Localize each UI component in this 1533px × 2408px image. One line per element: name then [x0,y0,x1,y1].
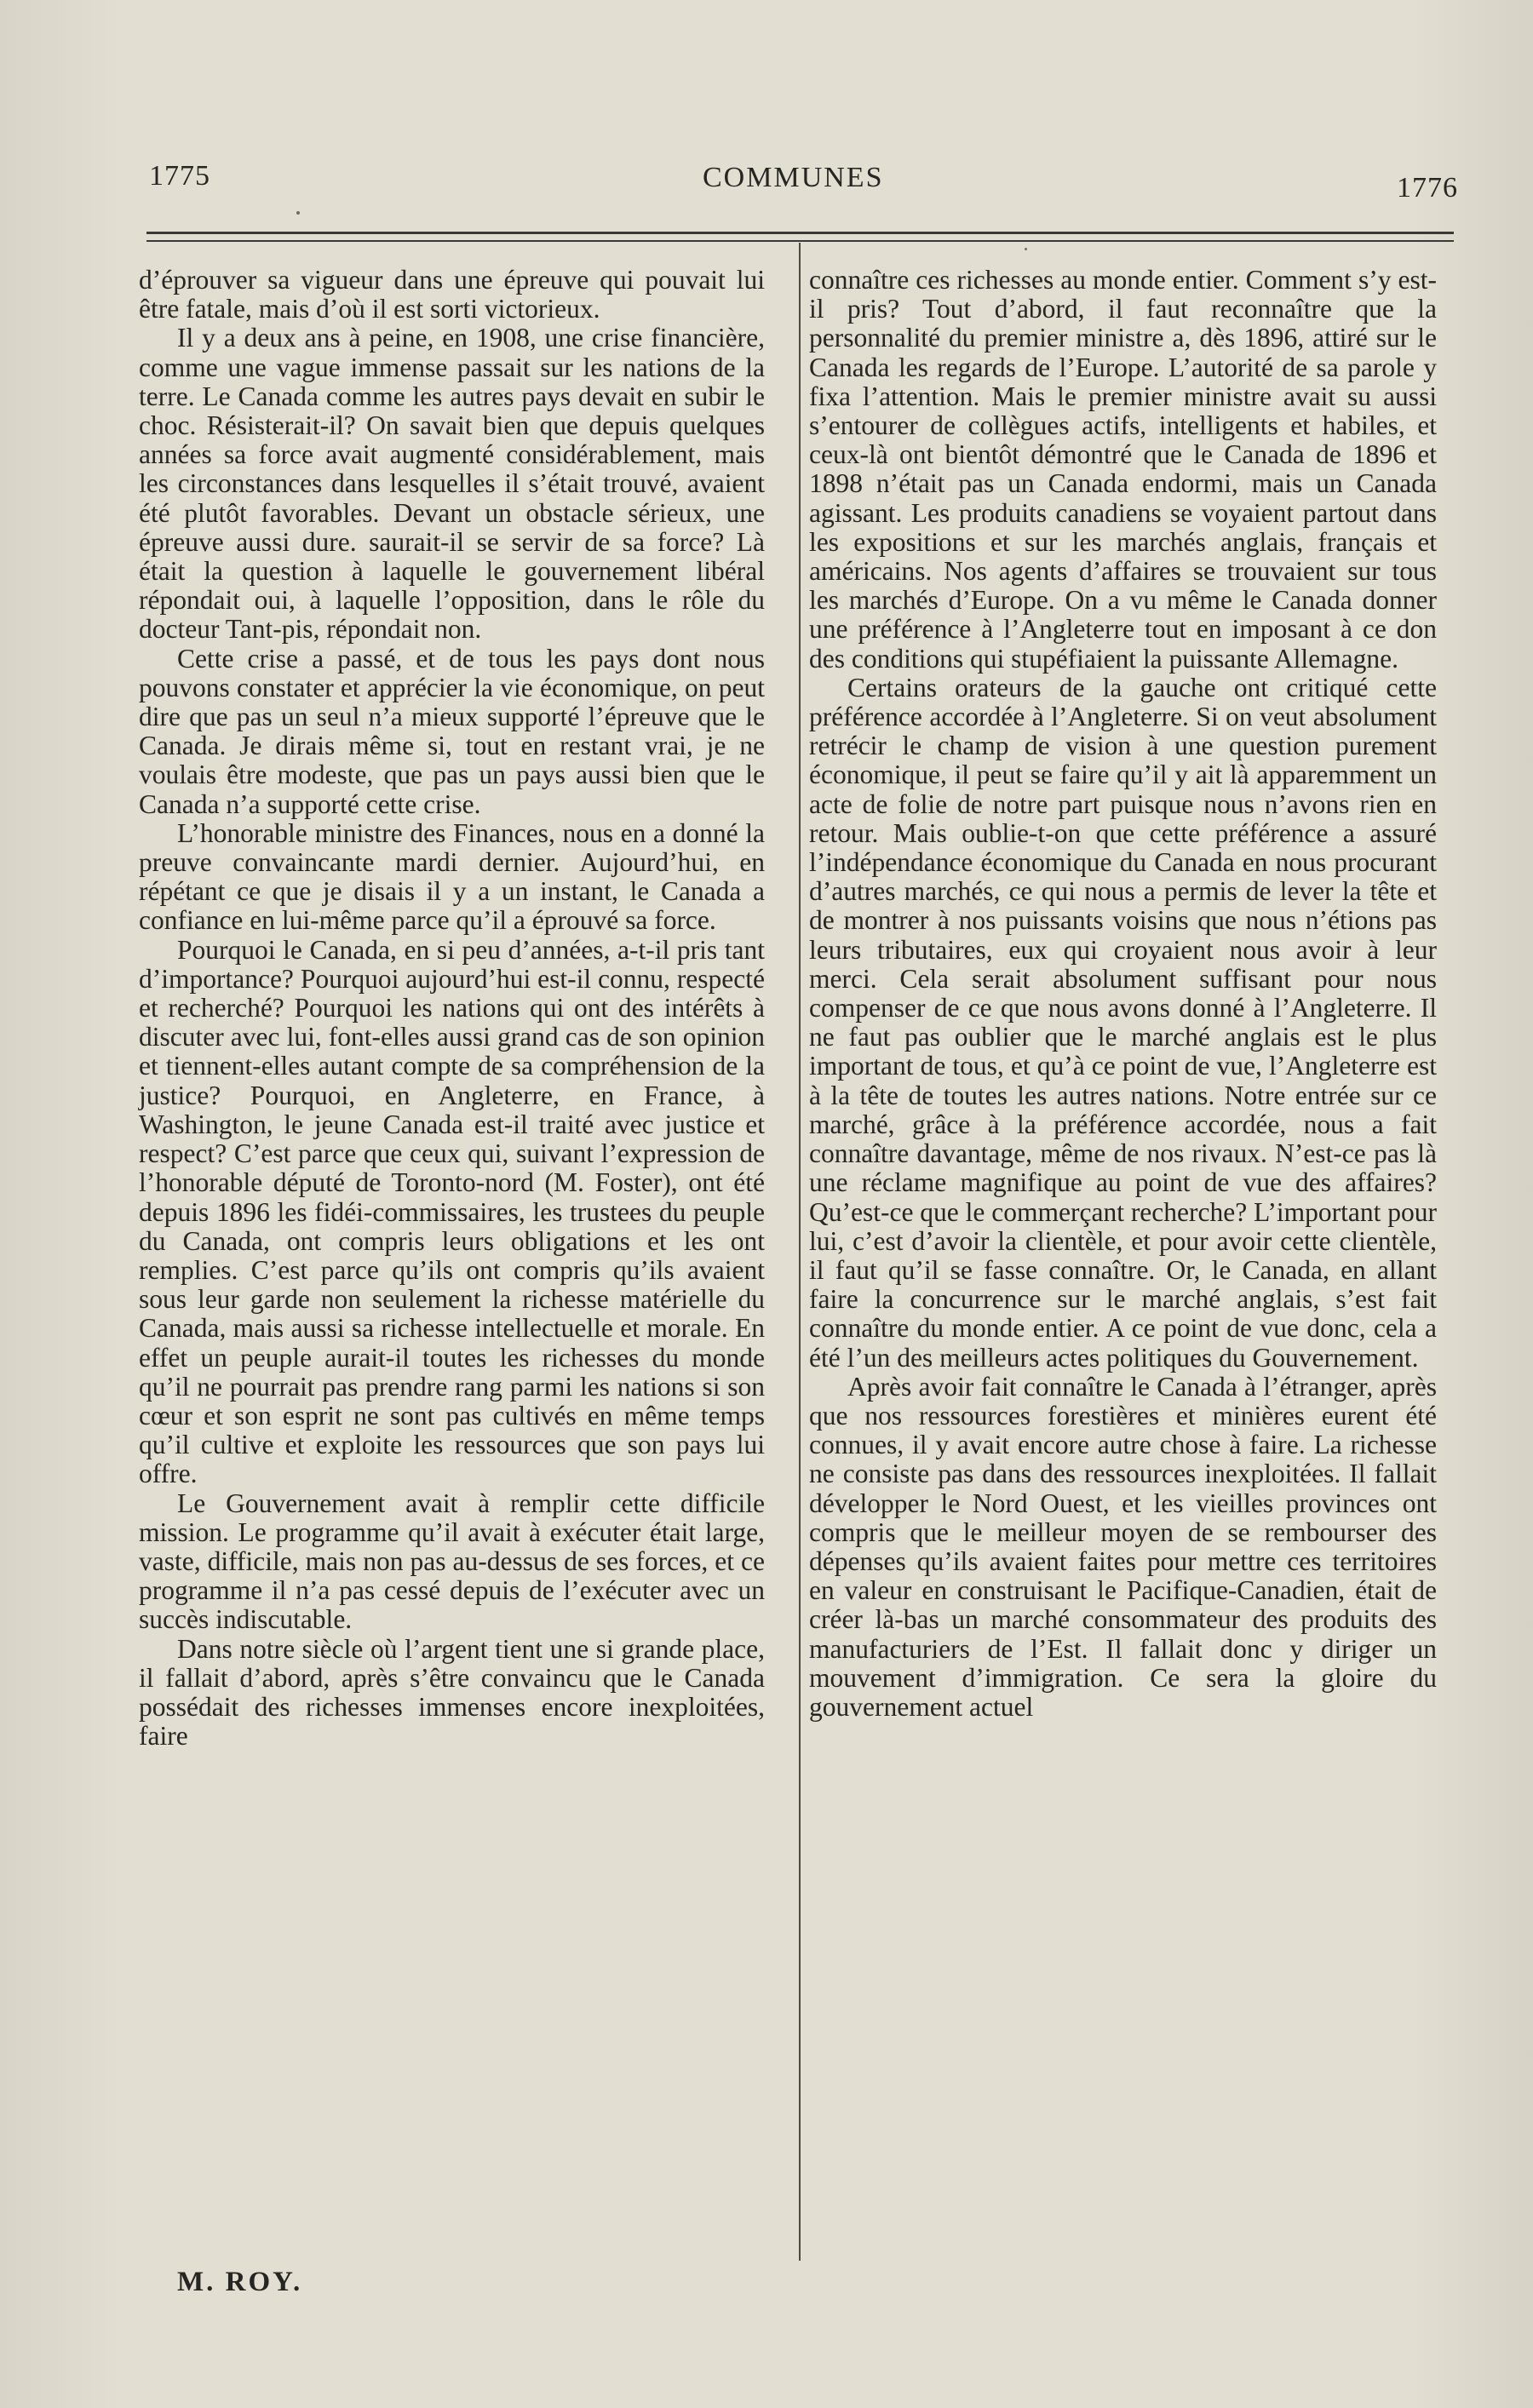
paragraph: Pourquoi le Canada, en si peu d’années, a-t-il pris tant d’importance? Pourquoi aujourd’hui est-il connu, respecté et recherché? Pourquoi les nations qui ont des intérêts à discuter avec lui, font-elles aussi grand cas de son opinion et tiennent-elles autant compte de sa compréhension de la justice? Pourquoi, en Angleterre, en France, à Washington, le jeune Canada est-il traité avec justice et respect? C’est parce que ceux qui, suivant l’expression de l’honorable député de Toronto-nord (M. Foster), ont été depuis 1896 les fidéi-commissaires, les trustees du peuple du Canada, ont compris leurs obligations et les ont remplies. C’est parce qu’ils ont compris qu’ils avaient sous leur garde non seulement la richesse matérielle du Canada, mais aussi sa richesse intellectuelle et morale. En effet un peuple aurait-il toutes les richesses du monde qu’il ne pourrait pas prendre rang parmi les nations si son cœur et son esprit ne sont pas cultivés en même temps qu’il cultive et exploite les ressources que son pays lui offre. [139,934,765,1489]
right-column [809,266,1437,1722]
paragraph: connaître ces richesses au monde entier. Comment s’y est-il pris? Tout d’abord, il faut reconnaître que la personnalité du premier ministre a, dès 1896, attiré sur le Canada les regards de l’Europe. L’autorité de sa parole y fixa l’attention. Mais le premier ministre avait su aussi s’entourer de collègues actifs, intelligents et habiles, et ceux-là ont bientôt démontré que le Canada de 1896 et 1898 n’était pas un Canada endormi, mais un Canada agissant. Les produits canadiens se voyaient partout dans les expositions et sur les marchés anglais, français et américains. Nos agents d’affaires se trouvaient sur tous les marchés d’Europe. On a vu même le Canada donner une préférence à l’Angleterre tout en imposant à ce don des conditions qui stupéfiaient la puissante Allemagne. [809,265,1437,674]
header-rule-top [146,232,1454,234]
print-speck [1025,248,1027,250]
speaker-footer: M. ROY. [177,2267,303,2297]
left-column [139,266,765,1751]
paragraph: d’éprouver sa vigueur dans une épreuve qui pouvait lui être fatale, mais d’où il est sorti victorieux. [139,265,765,324]
print-speck [296,211,300,215]
paragraph: Le Gouvernement avait à remplir cette difficile mission. Le programme qu’il avait à exécuter était large, vaste, difficile, mais non pas au-dessus de ses forces, et ce programme il n’a pas cessé depuis de l’exécuter avec un succès indiscutable. [139,1488,765,1635]
paragraph: Cette crise a passé, et de tous les pays dont nous pouvons constater et apprécier la vie économique, on peut dire que pas un seul n’a mieux supporté l’épreuve que le Canada. Je dirais même si, tout en restant vrai, je ne voulais être modeste, que pas un pays aussi bien que le Canada n’a supporté cette crise. [139,643,765,819]
column-divider [799,243,801,2261]
paragraph: Il y a deux ans à peine, en 1908, une crise financière, comme une vague immense passait sur les nations de la terre. Le Canada comme les autres pays devait en subir le choc. Résisterait-il? On savait bien que depuis quelques années sa force avait augmenté considérablement, mais les circonstances dans lesquelles il s’était trouvé, avaient été plutôt favorables. Devant un obstacle sérieux, une épreuve aussi dure. saurait-il se servir de sa force? Là était la question à laquelle le gouvernement libéral répondait oui, à laquelle l’opposition, dans le rôle du docteur Tant-pis, répondait non. [139,323,765,645]
page-number-right: 1776 [1397,172,1458,204]
running-title: COMMUNES [703,162,884,193]
paragraph: Après avoir fait connaître le Canada à l’étranger, après que nos ressources forestières et minières eurent été connues, il y avait encore autre chose à faire. La richesse ne consiste pas dans des ressources inexploitées. Il fallait développer le Nord Ouest, et les vieilles provinces ont compris que le meilleur moyen de se rembourser des dépenses qu’ils avaient faites pour mettre ces territoires en valeur en construisant le Pacifique-Canadien, était de créer là-bas un marché consommateur des produits des manufacturiers de l’Est. Il fallait donc y diriger un mouvement d’immigration. Ce sera la gloire du gouvernement actuel [809,1371,1437,1722]
paragraph: Dans notre siècle où l’argent tient une si grande place, il fallait d’abord, après s’être convaincu que le Canada possédait des richesses immenses encore inexploitées, faire [139,1633,765,1752]
page-number-left: 1775 [149,160,210,192]
paragraph: L’honorable ministre des Finances, nous en a donné la preuve convaincante mardi dernier. Aujourd’hui, en répétant ce que je disais il y a un instant, le Canada a confiance en lui-même parce qu’il a éprouvé sa force. [139,817,765,936]
paragraph: Certains orateurs de la gauche ont critiqué cette préférence accordée à l’Angleterre. Si on veut absolument retrécir le champ de vision à une question purement économique, il peut se faire qu’il y ait là apparemment un acte de folie de notre part puisque nous n’avons rien en retour. Mais oublie-t-on que cette préférence a assuré l’indépendance économique du Canada en nous procurant d’autres marchés, ce qui nous a permis de lever la tête et de montrer à nos puissants voisins que nous n’étions pas leurs tributaires, eux qui croyaient nous avoir à leur merci. Cela serait absolument suffisant pour nous compenser de ce que nous avons donné à l’Angleterre. Il ne faut pas oublier que le marché anglais est le plus important de tous, et qu’à ce point de vue, l’Angleterre est à la tête de toutes les autres nations. Notre entrée sur ce marché, grâce à la préférence accordée, nous a fait connaître davantage, même de nos rivaux. N’est-ce pas là une réclame magnifique au point de vue des affaires? Qu’est-ce que le commerçant recherche? L’important pour lui, c’est d’avoir la clientèle, et pour avoir cette clientèle, il faut qu’il se fasse connaître. Or, le Canada, en allant faire la concurrence sur le marché anglais, s’est fait connaître du monde entier. A ce point de vue donc, cela a été l’un des meilleurs actes politiques du Gouvernement. [809,672,1437,1373]
header-rule-bottom [146,240,1454,242]
